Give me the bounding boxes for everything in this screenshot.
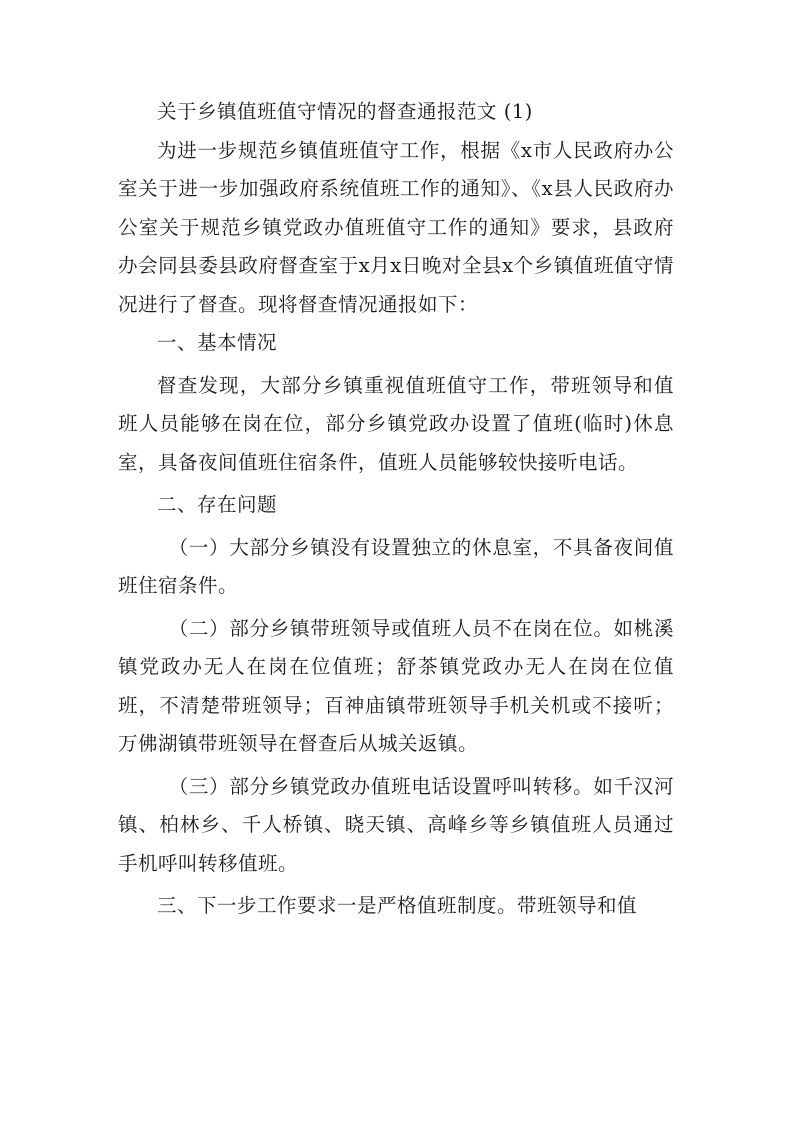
problem-item-1: （一）大部分乡镇没有设置独立的休息室，不具备夜间值班住宿条件。 xyxy=(118,535,674,597)
section-heading-problems: 二、存在问题 xyxy=(157,493,278,516)
section-heading-basic-situation: 一、基本情况 xyxy=(157,331,278,354)
document-title: 关于乡镇值班值守情况的督查通报范文 (1) xyxy=(157,100,533,123)
intro-paragraph: 为进一步规范乡镇值班值守工作，根据《x市人民政府办公室关于进一步加强政府系统值班工作的通知》、《x县人民政府办公室关于规范乡镇党政办值班值守工作的通知》要求，县政府办会同县委县政府督查室于x月x日晚对全县x个乡镇值班值守情况进行了督查。现将督查情况通报如下： xyxy=(118,138,674,316)
section-basic-situation-body: 督查发现，大部分乡镇重视值班值守工作，带班领导和值班人员能够在岗在位，部分乡镇党政办设置了值班(临时)休息室，具备夜间值班住宿条件，值班人员能够较快接听电话。 xyxy=(118,373,674,474)
document-body xyxy=(118,93,674,926)
section-next-steps-start: 三、下一步工作要求一是严格值班制度。带班领导和值 xyxy=(157,894,638,917)
problem-item-2: （二）部分乡镇带班领导或值班人员不在岗在位。如桃溪镇党政办无人在岗在位值班；舒茶镇党政办无人在岗在位值班，不清楚带班领导；百神庙镇带班领导手机关机或不接听；万佛湖镇带班领导在督查后从城关返镇。 xyxy=(118,616,674,755)
problem-item-3: （三）部分乡镇党政办值班电话设置呼叫转移。如千汉河镇、柏林乡、千人桥镇、晓天镇、高峰乡等乡镇值班人员通过手机呼叫转移值班。 xyxy=(118,774,674,875)
